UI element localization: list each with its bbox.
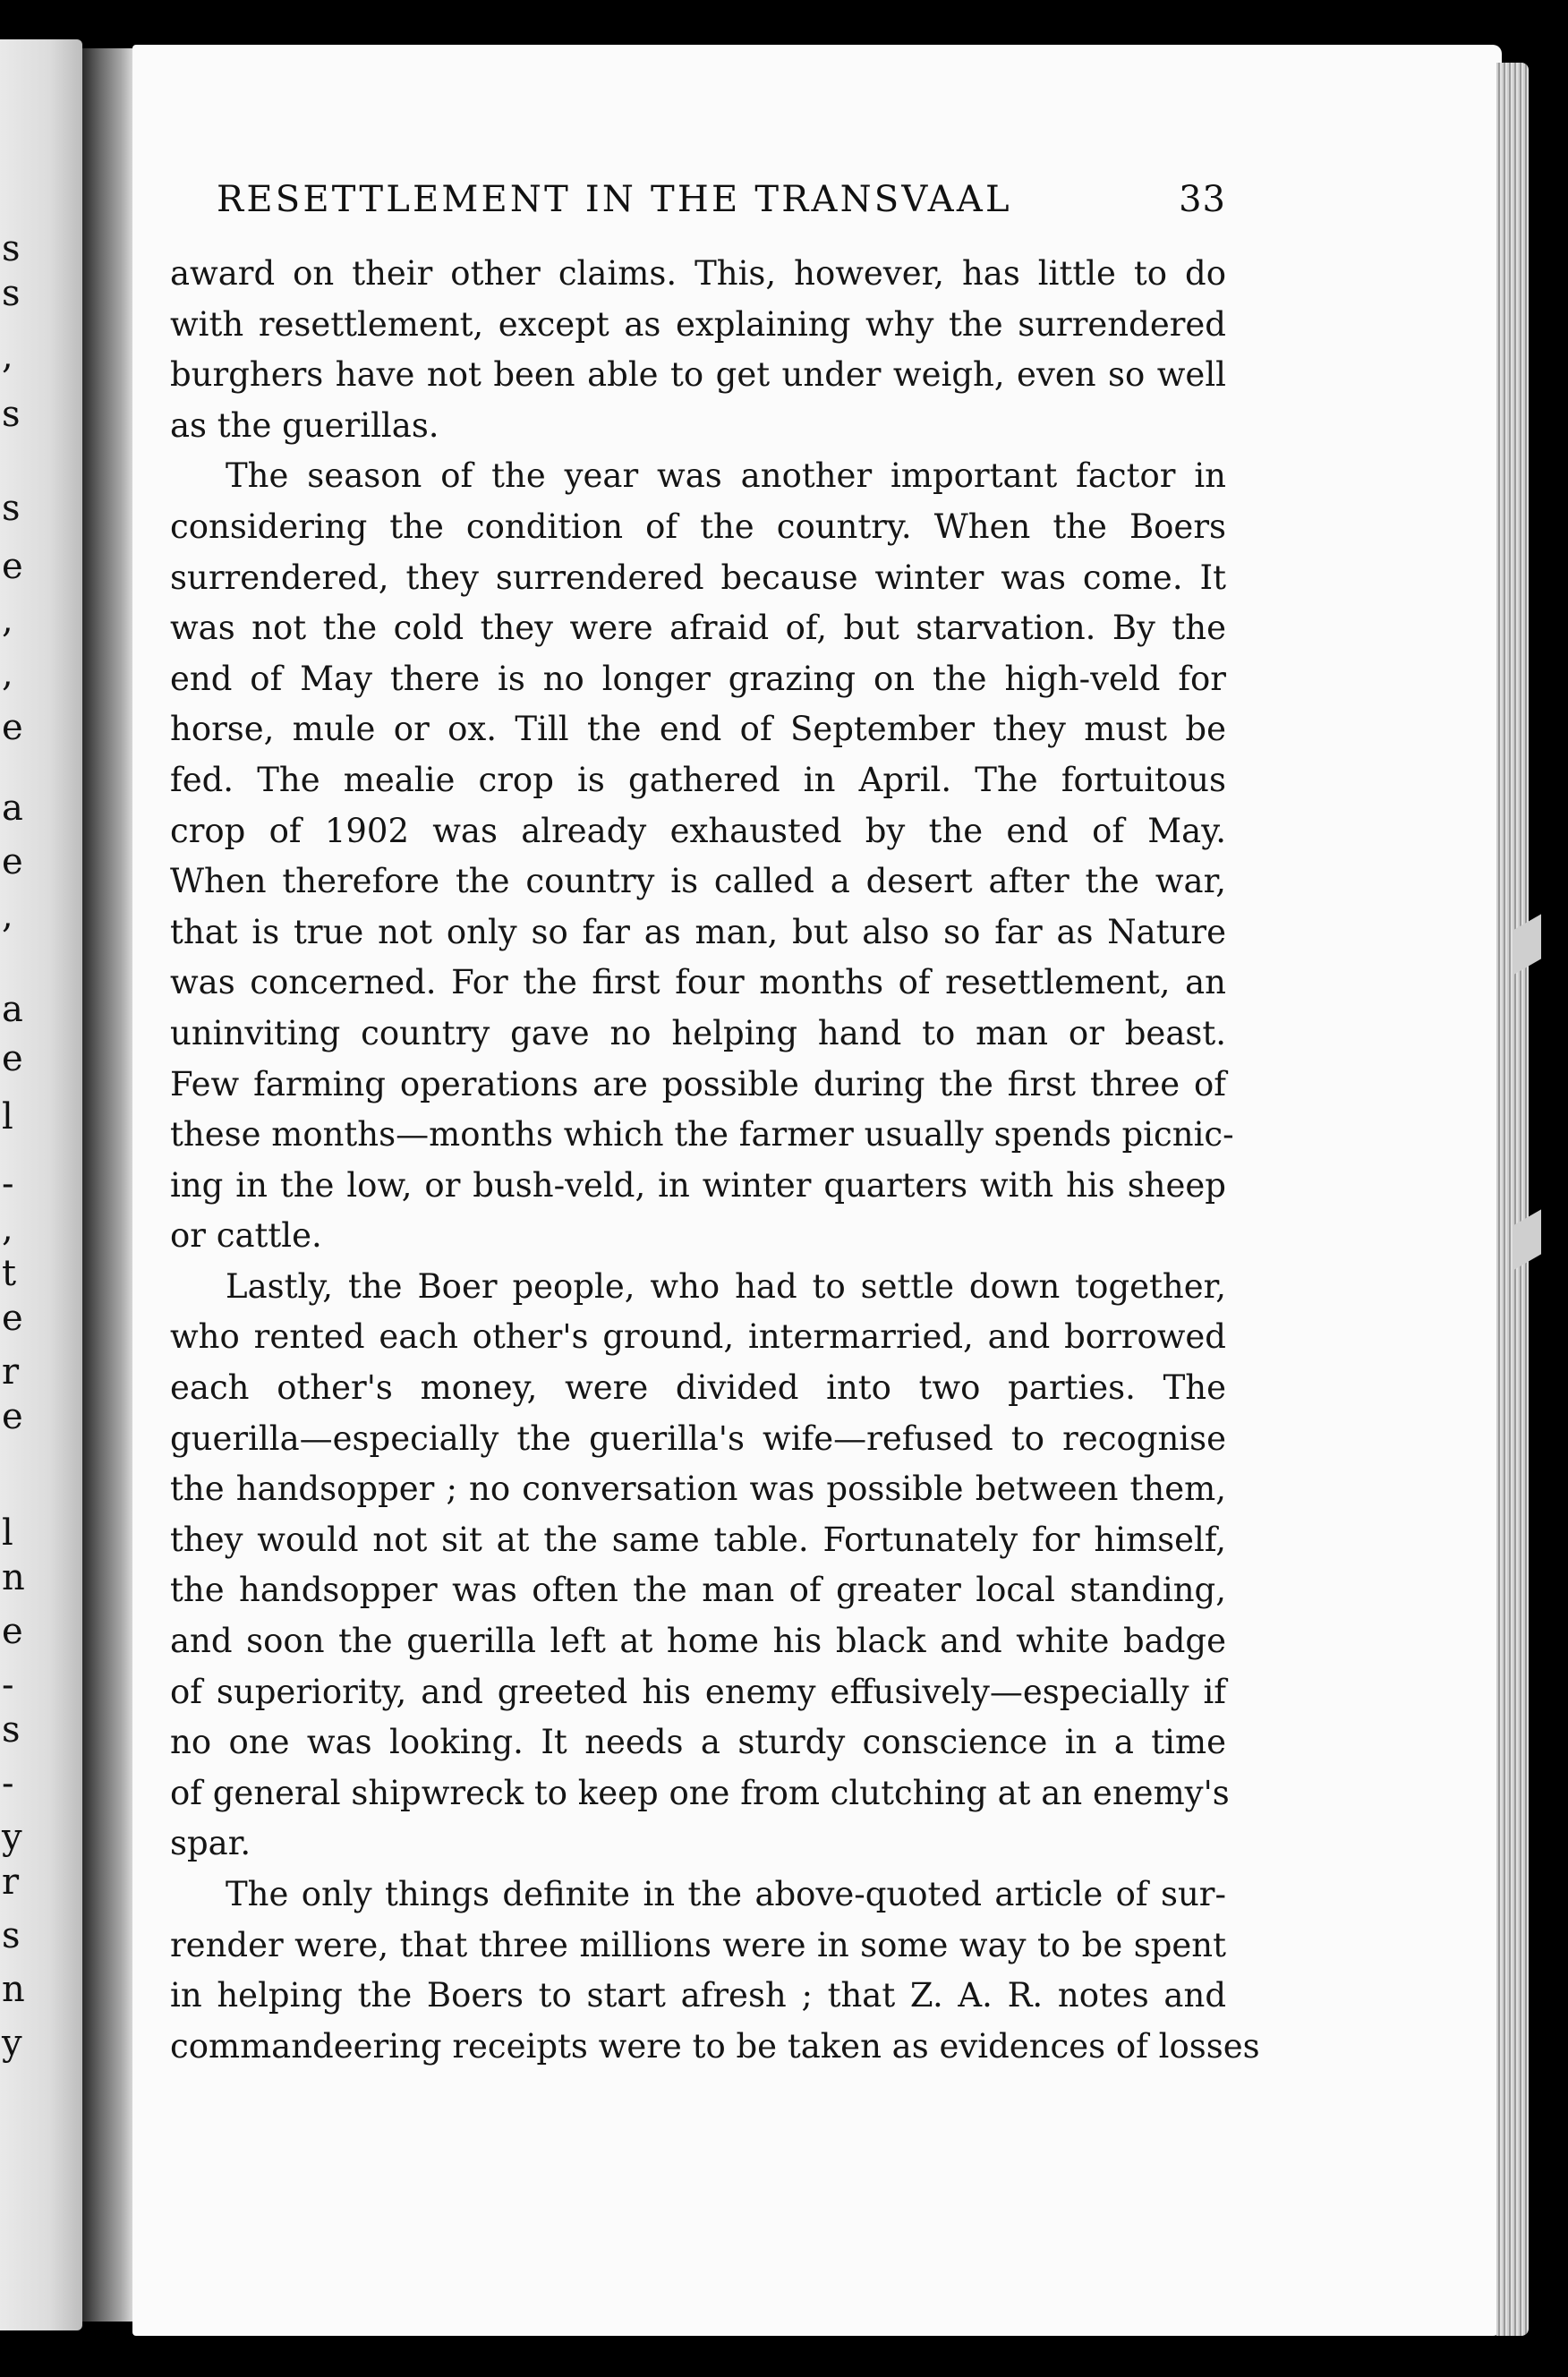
text-line: When therefore the country is called a desert after the war, (170, 862, 1226, 901)
previous-page-text-fragment: e (2, 1038, 23, 1079)
text-line: with resettlement, except as explaining why the surrendered (170, 304, 1226, 344)
text-line: each other's money, were divided into two parties. The (170, 1368, 1226, 1408)
text-line: who rented each other's ground, intermarried, and borrowed (170, 1317, 1226, 1357)
text-line: in helping the Boers to start afresh ; that Z. A. R. notes and (170, 1976, 1226, 2015)
text-line: or cattle. (170, 1216, 322, 1256)
running-head-title: RESETTLEMENT IN THE TRANSVAAL (217, 179, 1012, 220)
previous-page-text-fragment: e (2, 1396, 23, 1437)
text-line: crop of 1902 was already exhausted by the end of May. (170, 811, 1226, 850)
previous-page-text-fragment: n (2, 1557, 25, 1598)
previous-page-text-fragment: e (2, 546, 23, 587)
page-number: 33 (1179, 179, 1226, 220)
text-line: as the guerillas. (170, 405, 439, 445)
text-line: ing in the low, or bush-veld, in winter quarters with his sheep (170, 1165, 1226, 1205)
previous-page-text-fragment: - (2, 1163, 14, 1205)
text-line: fed. The mealie crop is gathered in April. The fortuitous (170, 760, 1226, 799)
text-line: Few farming operations are possible during the first three of (170, 1064, 1226, 1103)
page-edge-tab (1514, 914, 1541, 974)
body-text (170, 249, 1260, 2072)
previous-page-text-fragment: e (2, 1298, 23, 1339)
running-head (217, 179, 1226, 233)
page-stack-edge (1496, 63, 1529, 2336)
text-line: end of May there is no longer grazing on the high-veld for (170, 659, 1226, 698)
text-line: was not the cold they were afraid of, but starvation. By the (170, 609, 1226, 648)
text-line: the handsopper ; no conversation was possible between them, (170, 1470, 1226, 1509)
previous-page-text-fragment: y (2, 2023, 22, 2064)
text-line: no one was looking. It needs a sturdy conscience in a time (170, 1723, 1226, 1762)
previous-page-text-fragment: , (2, 600, 13, 641)
previous-page-text-fragment: e (2, 1611, 23, 1652)
previous-page-text-fragment: s (2, 488, 21, 529)
text-line: surrendered, they surrendered because winter was come. It (170, 558, 1226, 597)
text-line: they would not sit at the same table. Fortunately for himself, (170, 1520, 1226, 1559)
previous-page-text-fragment: l (2, 1512, 13, 1554)
text-line: these months—months which the farmer usually spends picnic- (170, 1115, 1234, 1154)
previous-page-text-fragment: s (2, 228, 21, 269)
text-line: that is true not only so far as man, but also so far as Nature (170, 912, 1226, 951)
text-line: considering the condition of the country. When the Boers (170, 507, 1226, 546)
previous-page-text-fragment: , (2, 1208, 13, 1249)
previous-page-text-fragment: - (2, 1763, 14, 1804)
text-line: of superiority, and greeted his enemy effusively—especially if (170, 1672, 1226, 1711)
text-line: commandeering receipts were to be taken as evidences of losses (170, 2026, 1260, 2066)
previous-page-text-fragment: r (2, 1351, 20, 1393)
text-line: The only things definite in the above-quoted article of sur- (226, 1875, 1226, 1913)
previous-page-text-fragment: a (2, 989, 23, 1030)
previous-page-text-fragment: s (2, 1709, 21, 1751)
text-line: spar. (170, 1824, 251, 1863)
previous-page-text-fragment: t (2, 1253, 17, 1294)
text-line: burghers have not been able to get under weigh, even so well (170, 355, 1226, 395)
previous-page-text-fragment: e (2, 841, 23, 882)
text-line: render were, that three millions were in some way to be spent (170, 1925, 1226, 1964)
previous-page-text-fragment: - (2, 1665, 14, 1706)
text-line: and soon the guerilla left at home his black and white badge (170, 1622, 1226, 1661)
text-line: guerilla—especially the guerilla's wife—refused to recognise (170, 1419, 1226, 1458)
previous-page-edge (0, 39, 82, 2330)
text-line: The season of the year was another important factor in (226, 456, 1226, 496)
previous-page-text-fragment: y (2, 1817, 22, 1858)
text-line: award on their other claims. This, however, has little to do (170, 254, 1226, 293)
text-line: Lastly, the Boer people, who had to settle down together, (226, 1266, 1226, 1306)
previous-page-text-fragment: , (2, 336, 13, 377)
previous-page-text-fragment: r (2, 1862, 20, 1903)
previous-page-text-fragment: a (2, 788, 23, 829)
text-line: of general shipwreck to keep one from clutching at an enemy's (170, 1773, 1230, 1812)
text-line: uninviting country gave no helping hand to man or beast. (170, 1013, 1226, 1052)
previous-page-text-fragment: s (2, 394, 21, 435)
page-edge-tab (1514, 1209, 1541, 1269)
previous-page-text-fragment: , (2, 653, 13, 694)
text-line: was concerned. For the first four months of resettlement, an (170, 963, 1226, 1002)
previous-page-text-fragment: l (2, 1096, 13, 1137)
book-gutter-shadow (82, 48, 134, 2322)
previous-page-text-fragment: n (2, 1969, 25, 2010)
text-line: horse, mule or ox. Till the end of September they must be (170, 710, 1226, 749)
text-line: the handsopper was often the man of greater local standing, (170, 1571, 1226, 1610)
previous-page-text-fragment: , (2, 895, 13, 936)
previous-page-text-fragment: s (2, 1915, 21, 1956)
previous-page-text-fragment: s (2, 273, 21, 314)
previous-page-text-fragment: e (2, 707, 23, 748)
